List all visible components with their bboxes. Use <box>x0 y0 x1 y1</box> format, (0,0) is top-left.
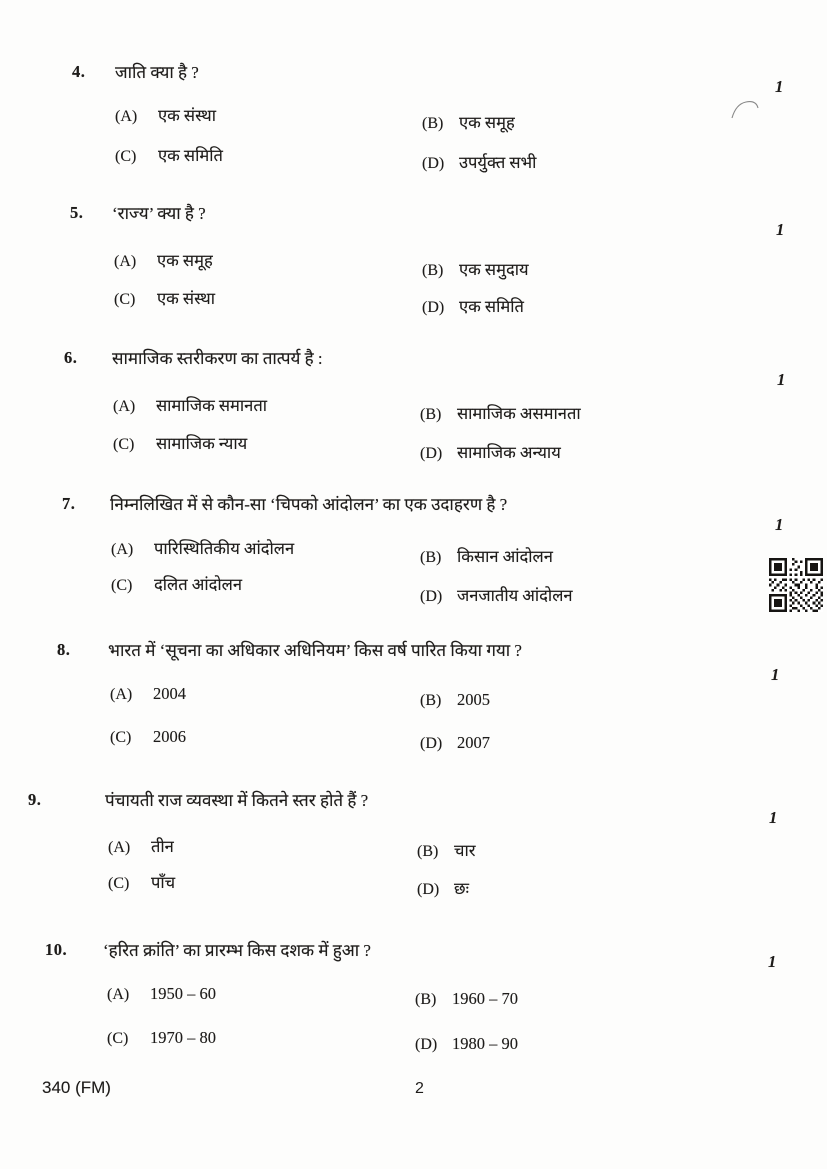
option-text: 1960 – 70 <box>452 989 518 1008</box>
option-c <box>108 870 175 893</box>
scan-artifact <box>730 98 760 124</box>
option-b <box>417 838 476 861</box>
option-text: दलित आंदोलन <box>154 575 242 594</box>
option-text: सामाजिक अन्याय <box>457 443 561 462</box>
marks-indicator: 1 <box>775 77 784 96</box>
option-label: (B) <box>420 692 442 709</box>
option-label: (A) <box>113 398 136 415</box>
option-text: 2005 <box>457 690 490 709</box>
option-label: (C) <box>108 875 130 892</box>
option-label: (B) <box>420 406 442 423</box>
option-text: 1970 – 80 <box>150 1028 216 1047</box>
option-label: (C) <box>113 436 135 453</box>
option-text: पारिस्थितिकीय आंदोलन <box>154 539 295 558</box>
option-text: पाँच <box>151 873 176 892</box>
option-d <box>420 440 561 463</box>
option-c <box>111 572 242 595</box>
question-number: 5. <box>70 203 84 222</box>
option-c <box>110 727 186 747</box>
option-label: (D) <box>420 588 443 605</box>
option-b <box>420 401 581 424</box>
option-text: एक समूह <box>157 251 213 270</box>
option-label: (D) <box>420 445 443 462</box>
option-label: (B) <box>420 549 442 566</box>
marks-indicator: 1 <box>776 220 785 239</box>
option-label: (A) <box>114 253 137 270</box>
question-number: 4. <box>72 62 86 81</box>
option-label: (A) <box>115 108 138 125</box>
option-label: (A) <box>108 839 131 856</box>
option-label: (C) <box>111 577 133 594</box>
option-a <box>110 684 186 704</box>
marks-indicator: 1 <box>771 665 780 684</box>
option-text: सामाजिक न्याय <box>156 434 248 453</box>
option-b <box>420 690 490 710</box>
option-text: 1980 – 90 <box>452 1034 518 1053</box>
option-text: एक समूह <box>459 113 515 132</box>
question-number: 6. <box>64 348 78 367</box>
option-text: एक संस्था <box>158 106 216 125</box>
question-number: 10. <box>45 940 68 959</box>
option-label: (C) <box>107 1030 129 1047</box>
marks-indicator: 1 <box>777 370 786 389</box>
option-b <box>422 257 529 280</box>
option-text: सामाजिक समानता <box>156 396 268 415</box>
question-text: पंचायती राज व्यवस्था में कितने स्तर होते हैं ? <box>105 791 369 810</box>
option-b <box>422 110 515 133</box>
option-text: छः <box>454 879 469 898</box>
option-d <box>422 150 536 173</box>
option-a <box>114 248 213 271</box>
option-text: एक समिति <box>459 297 524 316</box>
option-d <box>417 876 469 899</box>
option-text: चार <box>454 841 476 860</box>
option-text: उपर्युक्त सभी <box>459 153 537 172</box>
option-label: (A) <box>110 686 133 703</box>
option-label: (C) <box>110 729 132 746</box>
option-label: (C) <box>115 148 137 165</box>
option-label: (D) <box>420 735 443 752</box>
question-text: ‘राज्य’ क्या है ? <box>112 204 206 223</box>
marks-indicator: 1 <box>768 952 777 971</box>
option-text: एक समिति <box>158 146 223 165</box>
option-label: (D) <box>417 881 440 898</box>
option-b <box>420 544 553 567</box>
option-label: (B) <box>417 843 439 860</box>
option-label: (D) <box>415 1036 438 1053</box>
option-text: एक संस्था <box>157 289 215 308</box>
option-text: 2007 <box>457 733 490 752</box>
question-text: भारत में ‘सूचना का अधिकार अधिनियम’ किस वर्ष पारित किया गया ? <box>108 641 522 660</box>
option-d <box>422 294 524 317</box>
option-text: सामाजिक असमानता <box>457 404 581 423</box>
option-label: (B) <box>422 115 444 132</box>
option-a <box>115 103 216 126</box>
question-number: 8. <box>57 640 71 659</box>
option-label: (C) <box>114 291 136 308</box>
option-text: तीन <box>151 837 174 856</box>
question-number: 7. <box>62 494 76 513</box>
option-text: किसान आंदोलन <box>457 547 553 566</box>
page-number: 2 <box>415 1080 424 1097</box>
option-a <box>111 536 294 559</box>
marks-indicator: 1 <box>769 808 778 827</box>
question-number: 9. <box>28 790 42 809</box>
marks-indicator: 1 <box>775 515 784 534</box>
option-text: 1950 – 60 <box>150 984 216 1003</box>
option-d <box>415 1034 518 1054</box>
question-text: सामाजिक स्तरीकरण का तात्पर्य है : <box>112 349 323 368</box>
paper-code: 340 (FM) <box>42 1078 111 1097</box>
option-text: एक समुदाय <box>459 260 529 279</box>
option-b <box>415 989 518 1009</box>
option-text: जनजातीय आंदोलन <box>457 586 573 605</box>
option-a <box>107 984 216 1004</box>
option-label: (D) <box>422 155 445 172</box>
option-text: 2006 <box>153 727 186 746</box>
option-a <box>108 834 174 857</box>
option-label: (B) <box>415 991 437 1008</box>
option-c <box>115 143 223 166</box>
option-label: (B) <box>422 262 444 279</box>
option-d <box>420 733 490 753</box>
qr-code-icon <box>768 558 824 612</box>
option-label: (A) <box>107 986 130 1003</box>
option-c <box>107 1028 216 1048</box>
option-text: 2004 <box>153 684 186 703</box>
option-label: (A) <box>111 541 134 558</box>
question-text: निम्नलिखित में से कौन-सा ‘चिपको आंदोलन’ का एक उदाहरण है ? <box>110 495 508 514</box>
question-text: जाति क्या है ? <box>115 63 199 82</box>
option-c <box>113 431 247 454</box>
option-a <box>113 393 267 416</box>
option-c <box>114 286 215 309</box>
option-d <box>420 583 573 606</box>
option-label: (D) <box>422 299 445 316</box>
question-text: ‘हरित क्रांति’ का प्रारम्भ किस दशक में हुआ ? <box>103 941 371 960</box>
